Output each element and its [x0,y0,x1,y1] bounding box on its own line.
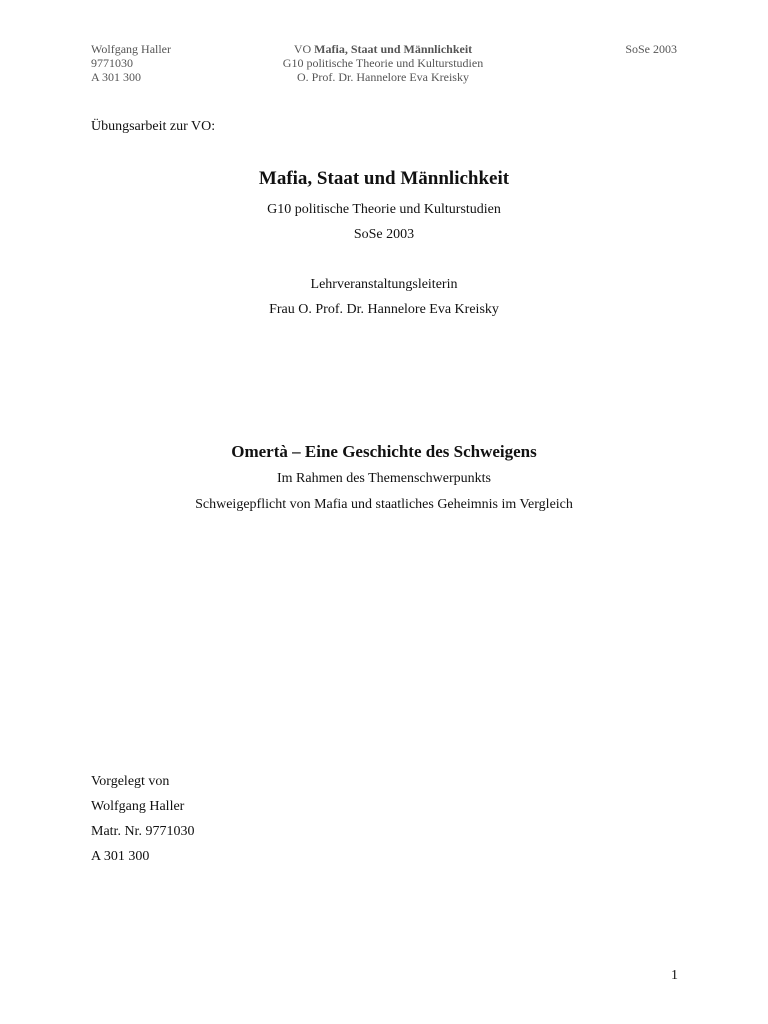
lecturer-label: Lehrveranstaltungsleiterin [310,277,458,292]
header-study-code: A 301 300 [91,70,142,84]
page-number: 1 [671,968,678,983]
submitted-name: Wolfgang Haller [91,799,185,814]
submitted-matriculation: Matr. Nr. 9771030 [91,824,195,839]
submitted-study-code: A 301 300 [91,849,150,864]
header-lecturer: O. Prof. Dr. Hannelore Eva Kreisky [297,70,469,84]
lecturer-name: Frau O. Prof. Dr. Hannelore Eva Kreisky [269,302,499,317]
submitted-by-block [91,774,194,874]
header-student-number: 9771030 [91,56,133,70]
header-course-subtitle: G10 politische Theorie und Kulturstudien [282,56,484,70]
header-course-line [90,42,676,56]
paper-subtitle-2: Schweigepflicht von Mafia und staatliches Geheimnis im Vergleich [195,497,573,512]
paper-title: Omertà – Eine Geschichte des Schweigens [231,442,537,461]
header-course-title: Mafia, Staat und Männlichkeit [314,42,473,56]
course-title: Mafia, Staat und Männlichkeit [258,168,510,189]
course-subtitle: G10 politische Theorie und Kulturstudien [267,202,501,217]
submitted-label: Vorgelegt von [91,774,170,789]
paper-subtitle-1: Im Rahmen des Themenschwerpunkts [277,471,491,486]
header-course-block [91,42,677,84]
header-course-prefix: VO [293,42,315,56]
header-semester: SoSe 2003 [625,42,677,56]
intro-label: Übungsarbeit zur VO: [91,119,216,134]
course-semester: SoSe 2003 [353,227,415,242]
header-author-name: Wolfgang Haller [91,42,172,56]
